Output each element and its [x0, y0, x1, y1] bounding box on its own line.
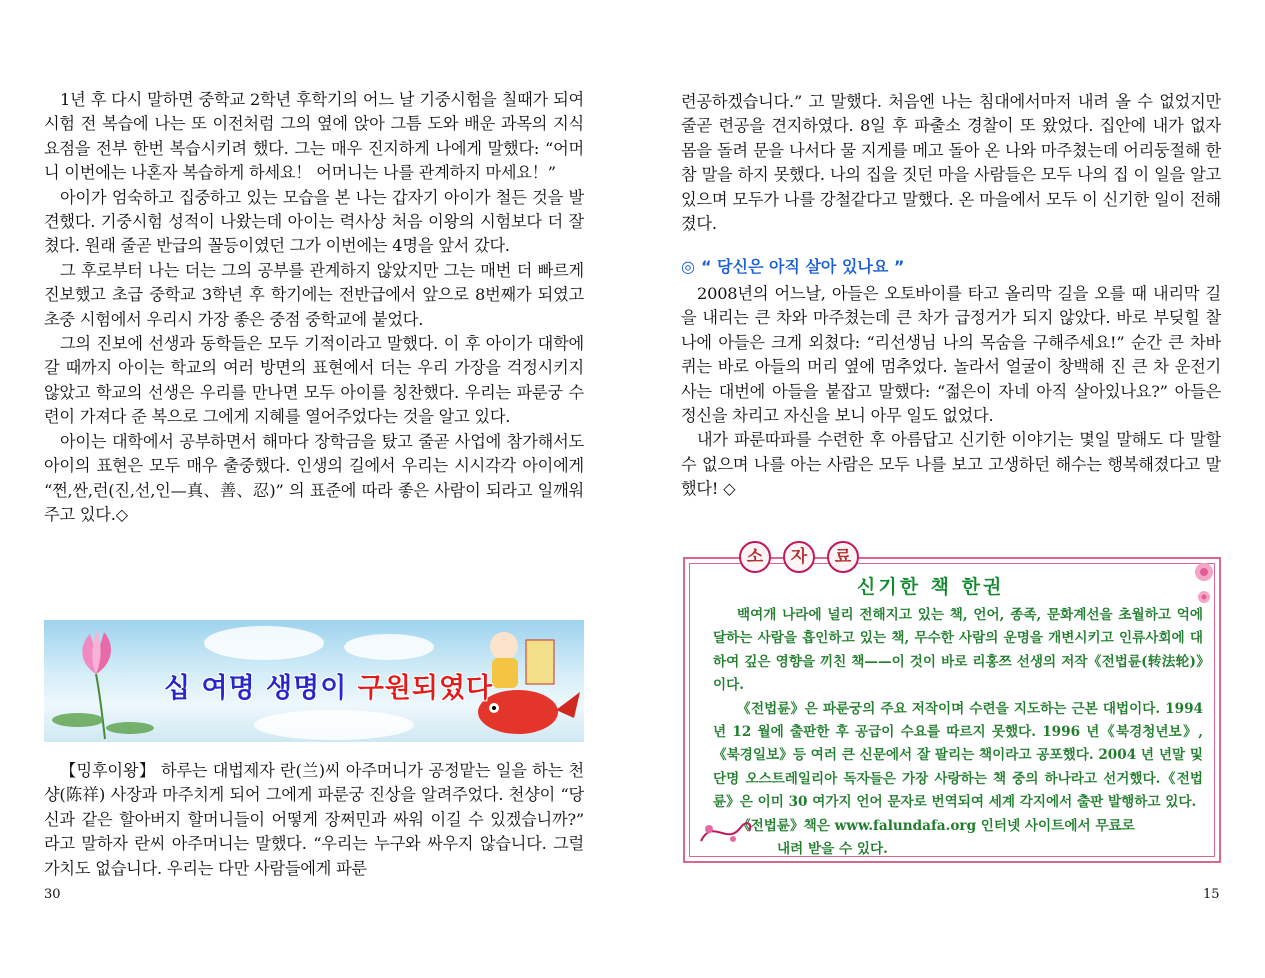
box-paragraph: 백여개 나라에 널리 전해지고 있는 책, 언어, 종족, 문화계선을 초월하고 억에 달하는 사람을 흡인하고 있는 책, 무수한 사람의 운명을 개변시키고 인류사회에 대하여 깊은 영향을 끼친 책——이 것이 바로 리홍쯔 선생의 저작《전법륜(转法轮)》이다. [713, 607, 1203, 694]
vine-ornament-icon [697, 811, 757, 851]
paragraph: 련공하겠습니다.” 고 말했다. 처음엔 나는 침대에서마저 내려 올 수 없었지만 줄곧 련공을 견지하였다. 8일 후 파출소 경찰이 또 왔었다. 집안에 내가 없자 몸을 돌려 문을 나서다 물 지게를 메고 돌아 온 나와 마주쳤는데 어리둥절해 한참 말을 하지 못했다. 나의 집을 짓던 마을 사람들은 모두 나의 집 이 일을 알고 있으며 모두가 나를 강철같다고 말했다. 온 마을에서 모두 이 신기한 일이 전해졌다. [681, 92, 1221, 234]
right-top-text [681, 90, 1221, 236]
page-number-left: 30 [44, 887, 61, 902]
section-heading [681, 254, 904, 277]
banner-title-part1: 십 여명 생명이 [164, 673, 358, 704]
paragraph: 【밍후이왕】 하루는 대법제자 란(兰)씨 아주머니가 공정맡는 일을 하는 천샹(陈祥) 사장과 마주치게 되어 그에게 파룬궁 진상을 알려주었다. 천샹이 “당신과 같은 할아버지 할머니들이 어떻게 장쩌민과 싸워 이길 수 있겠습니까?” 라고 말하자 란씨 아주머니는 말했다. “우리는 누구와 싸우지 않습니다. 그럴 가치도 없습니다. 우리는 다만 사람들에게 파룬 [44, 761, 584, 878]
box-paragraph: 《전법륜》은 파룬궁의 주요 저작이며 수련을 지도하는 근본 대법이다. 1994 년 12 월에 출판한 후 공급이 수요를 따르지 못했다. 1996 년《북경청년보》,《북경일보》등 여러 큰 신문에서 잘 팔리는 책이라고 공포했다. 2004 년 년말 및 단명 오스트레일리아 독자들은 가장 사랑하는 책 중의 하나라고 선거했다.《전법륜》은 이미 30 여가지 언어 문자로 번역되여 세계 각지에서 출판 발행하고 있다. [713, 700, 1203, 811]
cloud-decoration [254, 710, 414, 740]
cloud-decoration [204, 626, 324, 660]
box-body [713, 604, 1203, 861]
lotus-flower-icon [50, 624, 160, 740]
paragraph: 그의 진보에 선생과 동학들은 모두 기적이라고 말했다. 이 후 아이가 대학에 갈 때까지 아이는 학교의 여러 방면의 표현에서 더는 우리 가장을 걱정시키지 않았고 학교의 선생은 우리를 만나면 모두 아이를 칭찬했다. 우리는 파룬궁 수련이 가져다 준 복으로 그에게 지혜를 열어주었다는 것을 알고 있다. [44, 334, 584, 427]
paragraph: 아이는 대학에서 공부하면서 해마다 장학금을 탔고 줄곧 사업에 참가해서도 아이의 표현은 모두 매우 출중했다. 인생의 길에서 우리는 시시각각 아이에게 “쩐,싼,런(진,선,인—真、善、忍)” 의 표준에 따라 좋은 사람이 되라고 일깨워 주고 있다.◇ [44, 431, 584, 524]
paragraph: 그 후로부터 나는 더는 그의 공부를 관계하지 않았지만 그는 매번 더 빠르게 진보했고 초급 중학교 3학년 후 학기에는 전반급에서 앞으로 8번째가 되였고 초중 시험에서 우리시 가장 좋은 중점 중학교에 붙었다. [44, 260, 584, 329]
banner-title-part2: 구원되였다 [357, 673, 494, 704]
box-paragraph: 내려 받을 수 있다. [777, 841, 888, 858]
paragraph: 내가 파룬따파를 수련한 후 아름답고 신기한 이야기는 몇일 말해도 다 말할 수 없으며 나를 아는 사람은 모두 나를 보고 고생하던 해수는 행복해졌다고 말했다! ◇ [681, 430, 1221, 499]
seal-char: 소 [739, 541, 771, 573]
page-number-right: 15 [1203, 887, 1220, 902]
bullet-icon: ◎ [681, 257, 695, 276]
seal-char: 자 [783, 541, 815, 573]
paragraph: 아이가 엄숙하고 집중하고 있는 모습을 본 나는 갑자기 아이가 철든 것을 발견했다. 기중시험 성적이 나왔는데 아이는 력사상 처음 이왕의 시험보다 더 잘쳤다. 원래 줄곧 반급의 꼴등이였던 그가 이번에는 4명을 앞서 갔다. [44, 187, 584, 256]
cloud-decoration [344, 634, 434, 660]
banner-title [164, 666, 493, 705]
left-page-text [44, 88, 584, 527]
paragraph: 2008년의 어느날, 아들은 오토바이를 타고 올리막 길을 오를 때 내리막 길을 내리는 큰 차와 마주쳤는데 큰 차가 급정거가 되지 않았다. 바로 부딪힐 찰나에 아들은 크게 외쳤다: “리선생님 나의 목숨을 구해주세요!” 순간 큰 차바퀴는 바로 아들의 머리 옆에 멈추었다. 놀라서 얼굴이 창백해 진 큰 차 운전기사는 대번에 아들을 붙잡고 말했다: “젊은이 자네 아직 살아있나요?” 아들은 정신을 차리고 자신을 보니 아무 일도 없었다. [681, 284, 1221, 426]
seal-char: 료 [827, 541, 859, 573]
right-mid-text [681, 282, 1221, 502]
box-title: 신기한 책 한권 [857, 576, 1005, 598]
heading-text: “ 당신은 아직 살아 있나요 ” [700, 257, 905, 276]
box-paragraph: 《전법륜》책은 www.falundafa.org 인터넷 사이트에서 무료로 [737, 817, 1135, 834]
left-bottom-text [44, 759, 584, 881]
paragraph: 1년 후 다시 말하면 중학교 2학년 후학기의 어느 날 기중시험을 칠때가 되여 시험 전 복습에 나는 또 이전처럼 그의 옆에 앉아 그틈 도와 배운 과목의 지식 요점을 전부 한번 복습시키려 했다. 그는 매우 진지하게 나에게 말했다: “어머니 이번에는 나혼자 복습하게 하세요！ 어머니는 나를 관계하지 마세요！” [44, 90, 584, 183]
info-box [683, 547, 1221, 863]
flower-icon [1193, 561, 1215, 609]
story-banner [44, 620, 584, 742]
